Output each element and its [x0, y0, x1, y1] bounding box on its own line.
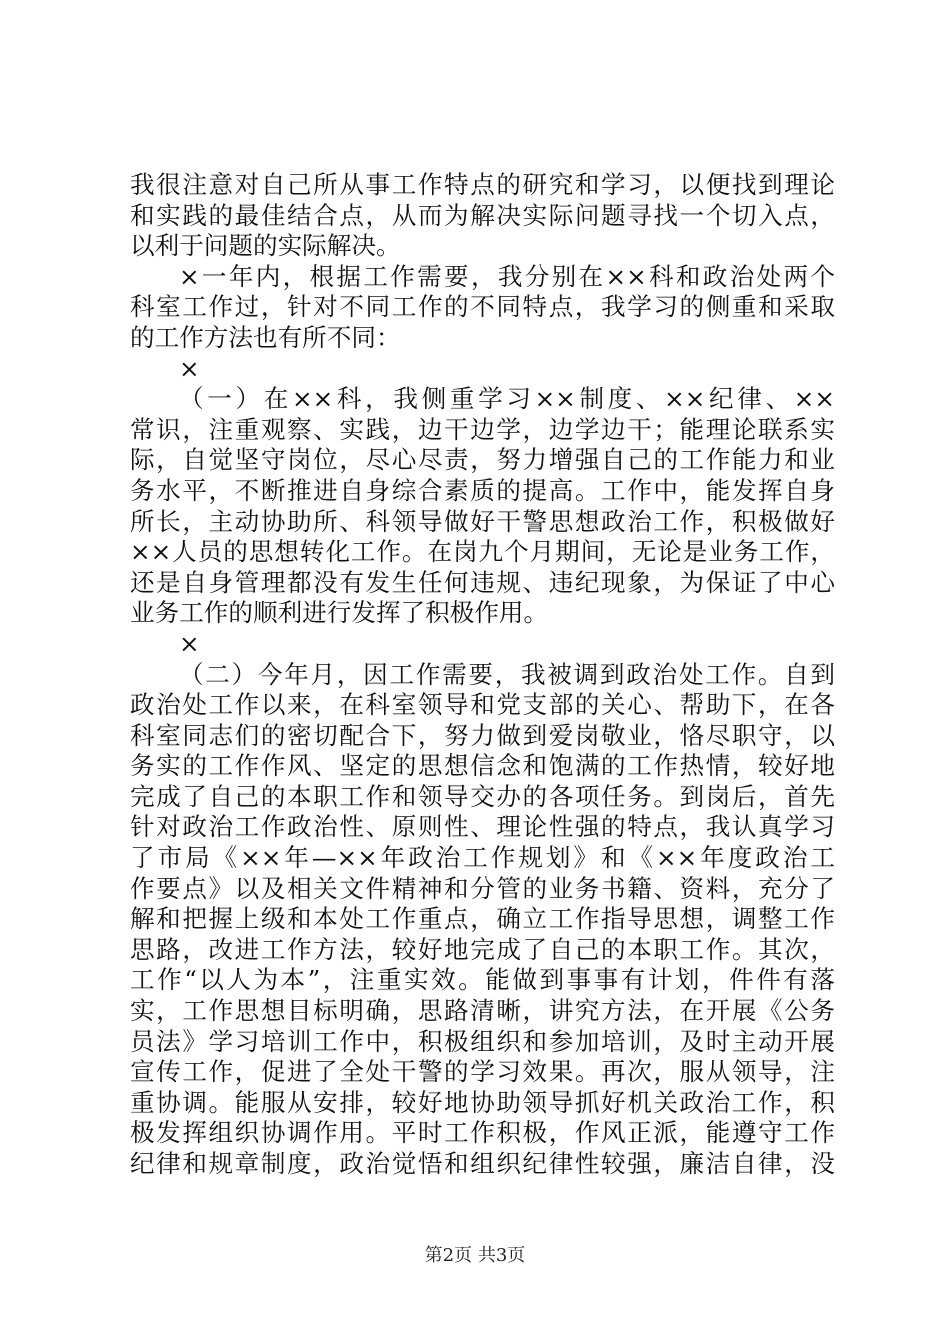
text-line: ×: [179, 628, 200, 658]
text-line: （一）在××科，我侧重学习××制度、××纪律、××: [179, 384, 835, 414]
text-line: 以利于问题的实际解决。: [130, 231, 401, 261]
text-line: 常识，注重观察、实践，边干边学，边学边干；能理论联系实: [130, 414, 835, 444]
text-line: ×一年内，根据工作需要，我分别在××科和政治处两个: [179, 261, 835, 291]
text-line: 业务工作的顺利进行发挥了积极作用。: [130, 598, 549, 628]
text-line: 科室同志们的密切配合下，努力做到爱岗敬业，恪尽职守，以: [130, 720, 835, 750]
text-line: 员法》学习培训工作中，积极组织和参加培训，及时主动开展: [130, 1026, 835, 1056]
text-line: 宣传工作，促进了全处干警的学习效果。再次，服从领导，注: [130, 1057, 835, 1087]
text-line: 极发挥组织协调作用。平时工作积极，作风正派，能遵守工作: [130, 1118, 835, 1148]
text-line: 解和把握上级和本处工作重点，确立工作指导思想，调整工作: [130, 904, 835, 934]
text-line: （二）今年月，因工作需要，我被调到政治处工作。自到: [179, 659, 835, 689]
text-line: 务实的工作作风、坚定的思想信念和饱满的工作热情，较好地: [130, 751, 835, 781]
text-line: 还是自身管理都没有发生任何违规、违纪现象，为保证了中心: [130, 567, 835, 597]
page-footer: 第2页 共3页: [424, 1245, 526, 1266]
text-line: 工作“以人为本”，注重实效。能做到事事有计划，件件有落: [130, 965, 835, 995]
text-line: 科室工作过，针对不同工作的不同特点，我学习的侧重和采取: [130, 292, 835, 322]
text-line: 务水平，不断推进自身综合素质的提高。工作中，能发挥自身: [130, 475, 835, 505]
text-line: 纪律和规章制度，政治觉悟和组织纪律性较强，廉洁自律，没: [130, 1149, 835, 1178]
text-line: 和实践的最佳结合点，从而为解决实际问题寻找一个切入点，: [130, 200, 835, 230]
text-line: 针对政治工作政治性、原则性、理论性强的特点，我认真学习: [130, 812, 835, 842]
text-line: 思路，改进工作方法，较好地完成了自己的本职工作。其次，: [130, 934, 835, 964]
text-line: 了市局《××年—××年政治工作规划》和《××年度政治工: [130, 843, 835, 873]
text-line: 作要点》以及相关文件精神和分管的业务书籍、资料，充分了: [130, 873, 835, 903]
text-line: 实，工作思想目标明确，思路清晰，讲究方法，在开展《公务: [130, 996, 835, 1026]
text-line: 政治处工作以来，在科室领导和党支部的关心、帮助下，在各: [130, 690, 835, 720]
text-line: 所长，主动协助所、科领导做好干警思想政治工作，积极做好: [130, 506, 835, 536]
text-line: ××人员的思想转化工作。在岗九个月期间，无论是业务工作，: [130, 537, 835, 567]
text-line: 重协调。能服从安排，较好地协助领导抓好机关政治工作，积: [130, 1087, 835, 1117]
text-line: ×: [179, 353, 200, 383]
text-line: 完成了自己的本职工作和领导交办的各项任务。到岗后，首先: [130, 781, 835, 811]
text-line: 的工作方法也有所不同：: [130, 322, 401, 352]
text-line: 我很注意对自己所从事工作特点的研究和学习，以便找到理论: [130, 170, 835, 199]
text-line: 际，自觉坚守岗位，尽心尽责，努力增强自己的工作能力和业: [130, 445, 835, 475]
document-body: [130, 170, 835, 1180]
